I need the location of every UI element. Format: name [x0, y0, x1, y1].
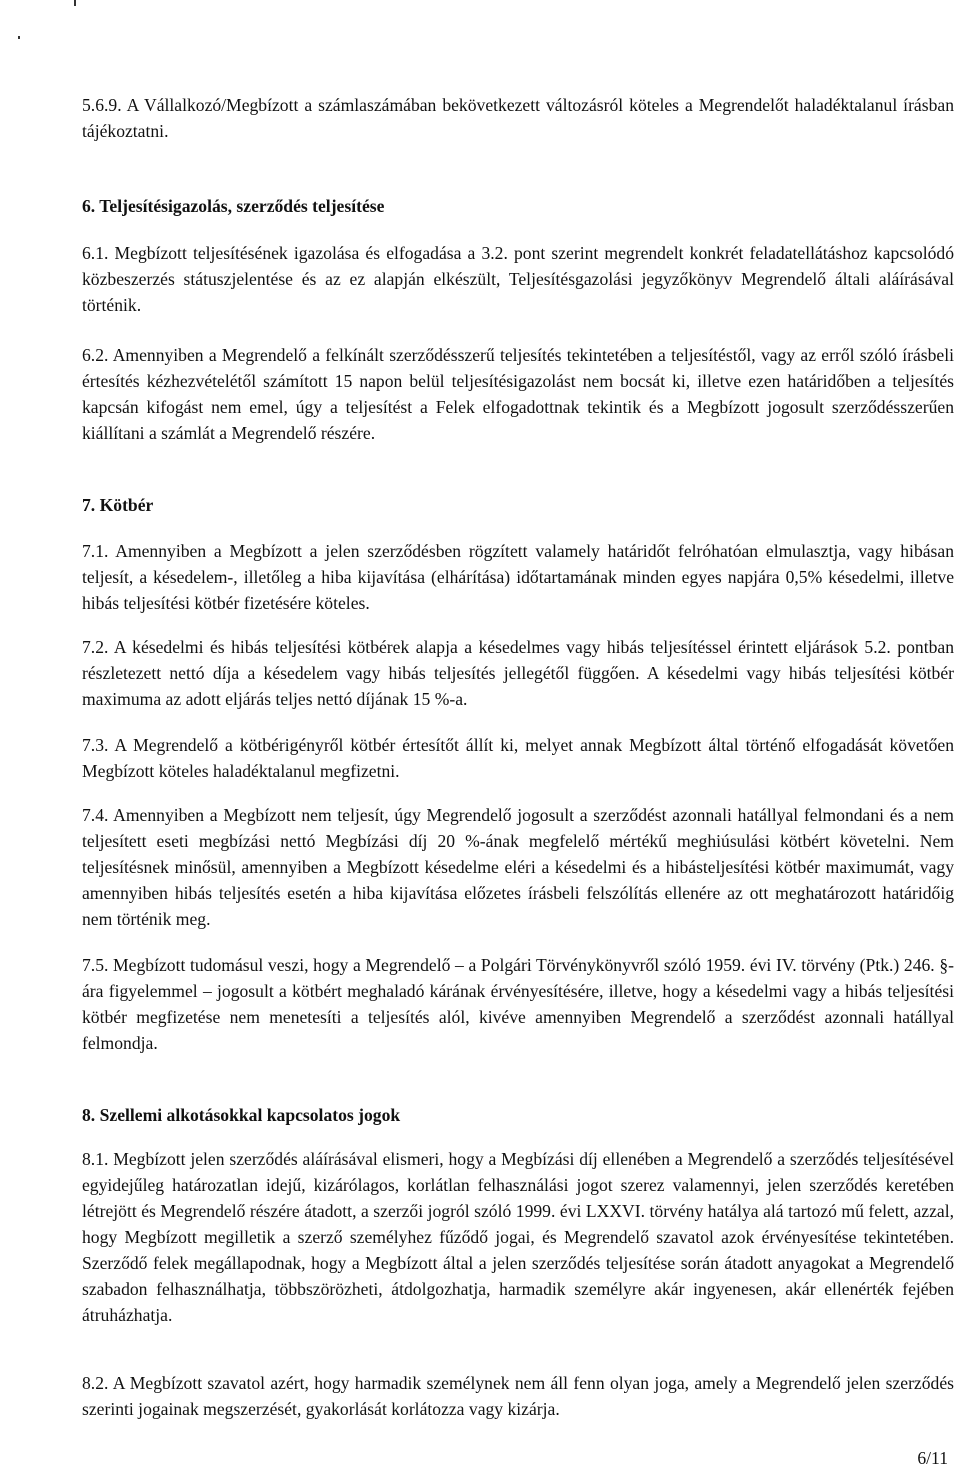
scan-speck: [18, 36, 20, 39]
paragraph-5-6-9: 5.6.9. A Vállalkozó/Megbízott a számlaszámában bekövetkezett változásról köteles a Megrendelőt haladéktalanul írásban tájékoztatni.: [82, 95, 954, 141]
paragraph-6-2: 6.2. Amennyiben a Megrendelő a felkínált szerződésszerű teljesítés tekintetében a teljesítéstől, vagy az erről szóló írásbeli értesítés kézhezvételétől számított 15 napon belül teljesítésigazolást nem bocsát ki, illetve ezen határidőben a teljesítés kapcsán kifogást nem emel, úgy a teljesítést a Felek elfogadottnak tekintik és a Megbízott jogosult szerződésszerűen kiállítani a számlát a Megrendelő részére.: [82, 345, 954, 443]
paragraph-8-2: 8.2. A Megbízott szavatol azért, hogy harmadik személynek nem áll fenn olyan joga, amely a Megrendelő jelen szerződés szerinti jogainak megszerzését, gyakorlását korlátozza vagy kizárja.: [82, 1373, 954, 1419]
paragraph-6-1: 6.1. Megbízott teljesítésének igazolása és elfogadása a 3.2. pont szerint megrendelt konkrét feladatellátáshoz kapcsolódó közbeszerzés státuszjelentése és az ez alapján elkészült, Teljesítésgazolási jegyzőkönyv Megrendelő általi aláírásával történik.: [82, 243, 954, 315]
paragraph-8-1: 8.1. Megbízott jelen szerződés aláírásával elismeri, hogy a Megbízási díj ellenében a Megrendelő a szerződés teljesítésével egyidejűleg határozatlan idejű, kizárólagos, korlátlan felhasználási jogot szerez valamennyi, jelen szerződés keretében létrejött és Megrendelő részére átadott, a szerzői jogról szóló 1999. évi LXXVI. törvény hatálya alá tartozó mű felett, azzal, hogy Megbízott megilletik a szerző személyhez fűződő jogai, és Megrendelő szavatol azok érvényesítése tekintetében. Szerződő felek megállapodnak, hogy a Megbízott által a jelen szerződés teljesítése során átadott anyagokat a Megrendelő szabadon felhasználhatja, többszörözheti, átdolgozhatja, harmadik személyre akár ingyenesen, akár ellenérték fejében átruházhatja.: [82, 1149, 954, 1325]
paragraph-7-5: 7.5. Megbízott tudomásul veszi, hogy a Megrendelő – a Polgári Törvénykönyvről szóló 1959. évi IV. törvény (Ptk.) 246. §-ára figyelemmel – jogosult a kötbért meghaladó kárának érvényesítésére, illetve, hogy a késedelmi vagy a hibás teljesítési kötbér megfizetése nem menetesíti a teljesítés alól, kivéve amennyiben Megrendelő a szerződést azonnali hatállyal felmondja.: [82, 955, 954, 1053]
section-heading-7: 7. Kötbér: [82, 495, 154, 515]
section-heading-6: 6. Teljesítésigazolás, szerződés teljesítése: [82, 196, 385, 216]
paragraph-7-4: 7.4. Amennyiben a Megbízott nem teljesít, úgy Megrendelő jogosult a szerződést azonnali hatállyal felmondani és a nem teljesített eseti megbízási nettó Megbízási díj 20 %-ának megfelelő mértékű meghiúsulási kötbért követelni. Nem teljesítésnek minősül, amennyiben a Megbízott késedelme eléri a késedelmi és a hibásteljesítési kötbér maximumát, vagy amennyiben hibás teljesítés esetén a hiba kijavítása előzetes írásbeli felszólítás ellenére az ott meghatározott határidőig nem történik meg.: [82, 805, 954, 929]
scan-speck: [74, 0, 76, 6]
paragraph-7-3: 7.3. A Megrendelő a kötbérigényről kötbér értesítőt állít ki, melyet annak Megbízott által történő elfogadását követően Megbízott köteles haladéktalanul megfizetni.: [82, 735, 954, 781]
page-number: 6/11: [917, 1448, 948, 1468]
paragraph-7-2: 7.2. A késedelmi és hibás teljesítési kötbérek alapja a késedelmes vagy hibás teljesítéssel érintett eljárások 5.2. pontban részletezett nettó díja a késedelem vagy hibás teljesítés jellegétől függően. A késedelmi vagy hibás teljesítési kötbér maximuma az adott eljárás teljes nettó díjának 15 %-a.: [82, 637, 954, 709]
section-heading-8: 8. Szellemi alkotásokkal kapcsolatos jogok: [82, 1105, 401, 1125]
paragraph-7-1: 7.1. Amennyiben a Megbízott a jelen szerződésben rögzített valamely határidőt felróhatóan elmulasztja, vagy hibásan teljesít, a késedelem-, illetőleg a hiba kijavítása (elhárítása) időtartamának minden egyes napjára 0,5% késedelmi, illetve hibás teljesítési kötbér fizetésére köteles.: [82, 541, 954, 613]
